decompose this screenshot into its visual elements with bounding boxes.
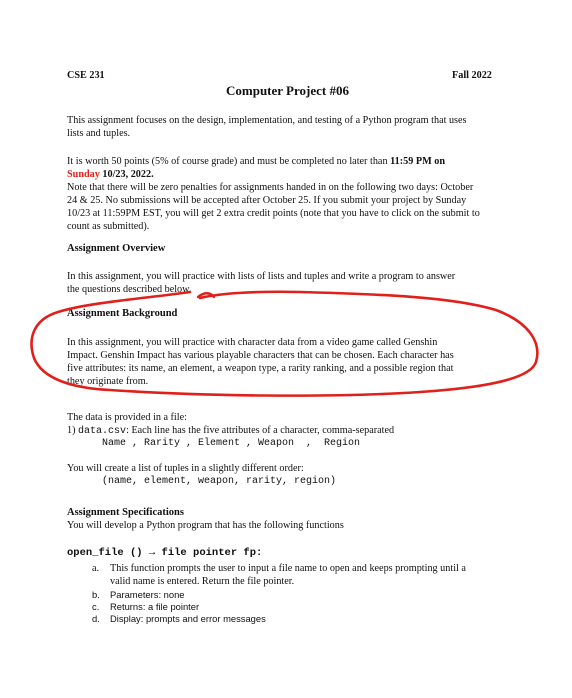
due-line-1 (67, 155, 445, 168)
data-intro: The data is provided in a file: (67, 412, 187, 423)
specs-line: You will develop a Python program that has the following functions (67, 520, 344, 531)
item-d-text: Display: prompts and error messages (110, 613, 266, 624)
due-date: 10/23, 2022. (99, 169, 154, 180)
item-a-line-2: valid name is entered. Return the file pointer. (110, 576, 295, 587)
data-item (67, 424, 394, 438)
due-day: Sunday (67, 169, 100, 180)
data-filename: data.csv (78, 426, 127, 437)
overview-line-1: In this assignment, you will practice with lists of lists and tuples and write a program to answer (67, 271, 456, 282)
due-note-4: count as submitted). (67, 221, 150, 232)
due-note-3: 10/23 at 11:59PM EST, you will get 2 extra credit points (note that you have to click on the submit to (67, 208, 480, 219)
course-code: CSE 231 (67, 70, 105, 81)
data-fields: Name , Rarity , Element , Weapon , Region (102, 438, 361, 449)
term: Fall 2022 (452, 70, 492, 81)
annotation-tail (198, 293, 214, 297)
data-item-description: : Each line has the five attributes of a character, comma-separated (126, 425, 395, 436)
item-a-line-1: This function prompts the user to input a file name to open and keeps prompting until a (110, 563, 466, 574)
background-line-2: Impact. Genshin Impact has various playable characters that can be chosen. Each character has (67, 350, 454, 361)
due-note-2: 24 & 25. No submissions will be accepted after October 25. If you submit your project by Sunday (67, 195, 467, 206)
intro-line-2: lists and tuples. (67, 128, 131, 139)
background-line-3: five attributes: its name, an element, a weapon type, a rarity ranking, and a possible region that (67, 363, 454, 374)
item-b-text: Parameters: none (110, 589, 185, 600)
tuple-intro: You will create a list of tuples in a slightly different order: (67, 463, 304, 474)
intro-line-1: This assignment focuses on the design, implementation, and testing of a Python program that uses (67, 115, 467, 126)
due-time: 11:59 PM on (390, 156, 445, 167)
background-line-1: In this assignment, you will practice with character data from a video game called Genshin (67, 337, 438, 348)
background-heading: Assignment Background (67, 308, 178, 319)
background-line-4: they originate from. (67, 376, 149, 387)
due-note-1: Note that there will be zero penalties for assignments handed in on the following two days: October (67, 182, 474, 193)
item-c-label: c. (92, 601, 100, 612)
data-item-number: 1) (67, 425, 79, 436)
item-a-label: a. (92, 563, 100, 574)
overview-heading: Assignment Overview (67, 243, 166, 254)
item-b-label: b. (92, 589, 100, 600)
tuple-order: (name, element, weapon, rarity, region) (102, 476, 337, 487)
function-signature: open_file () → file pointer fp: (67, 547, 263, 559)
specs-heading: Assignment Specifications (67, 507, 184, 518)
page-title: Computer Project #06 (226, 83, 349, 98)
due-text: It is worth 50 points (5% of course grade) and must be completed no later than (67, 156, 391, 167)
overview-line-2: the questions described below. (67, 284, 192, 295)
item-c-text: Returns: a file pointer (110, 601, 200, 612)
item-d-label: d. (92, 613, 100, 624)
due-line-2 (67, 168, 154, 181)
